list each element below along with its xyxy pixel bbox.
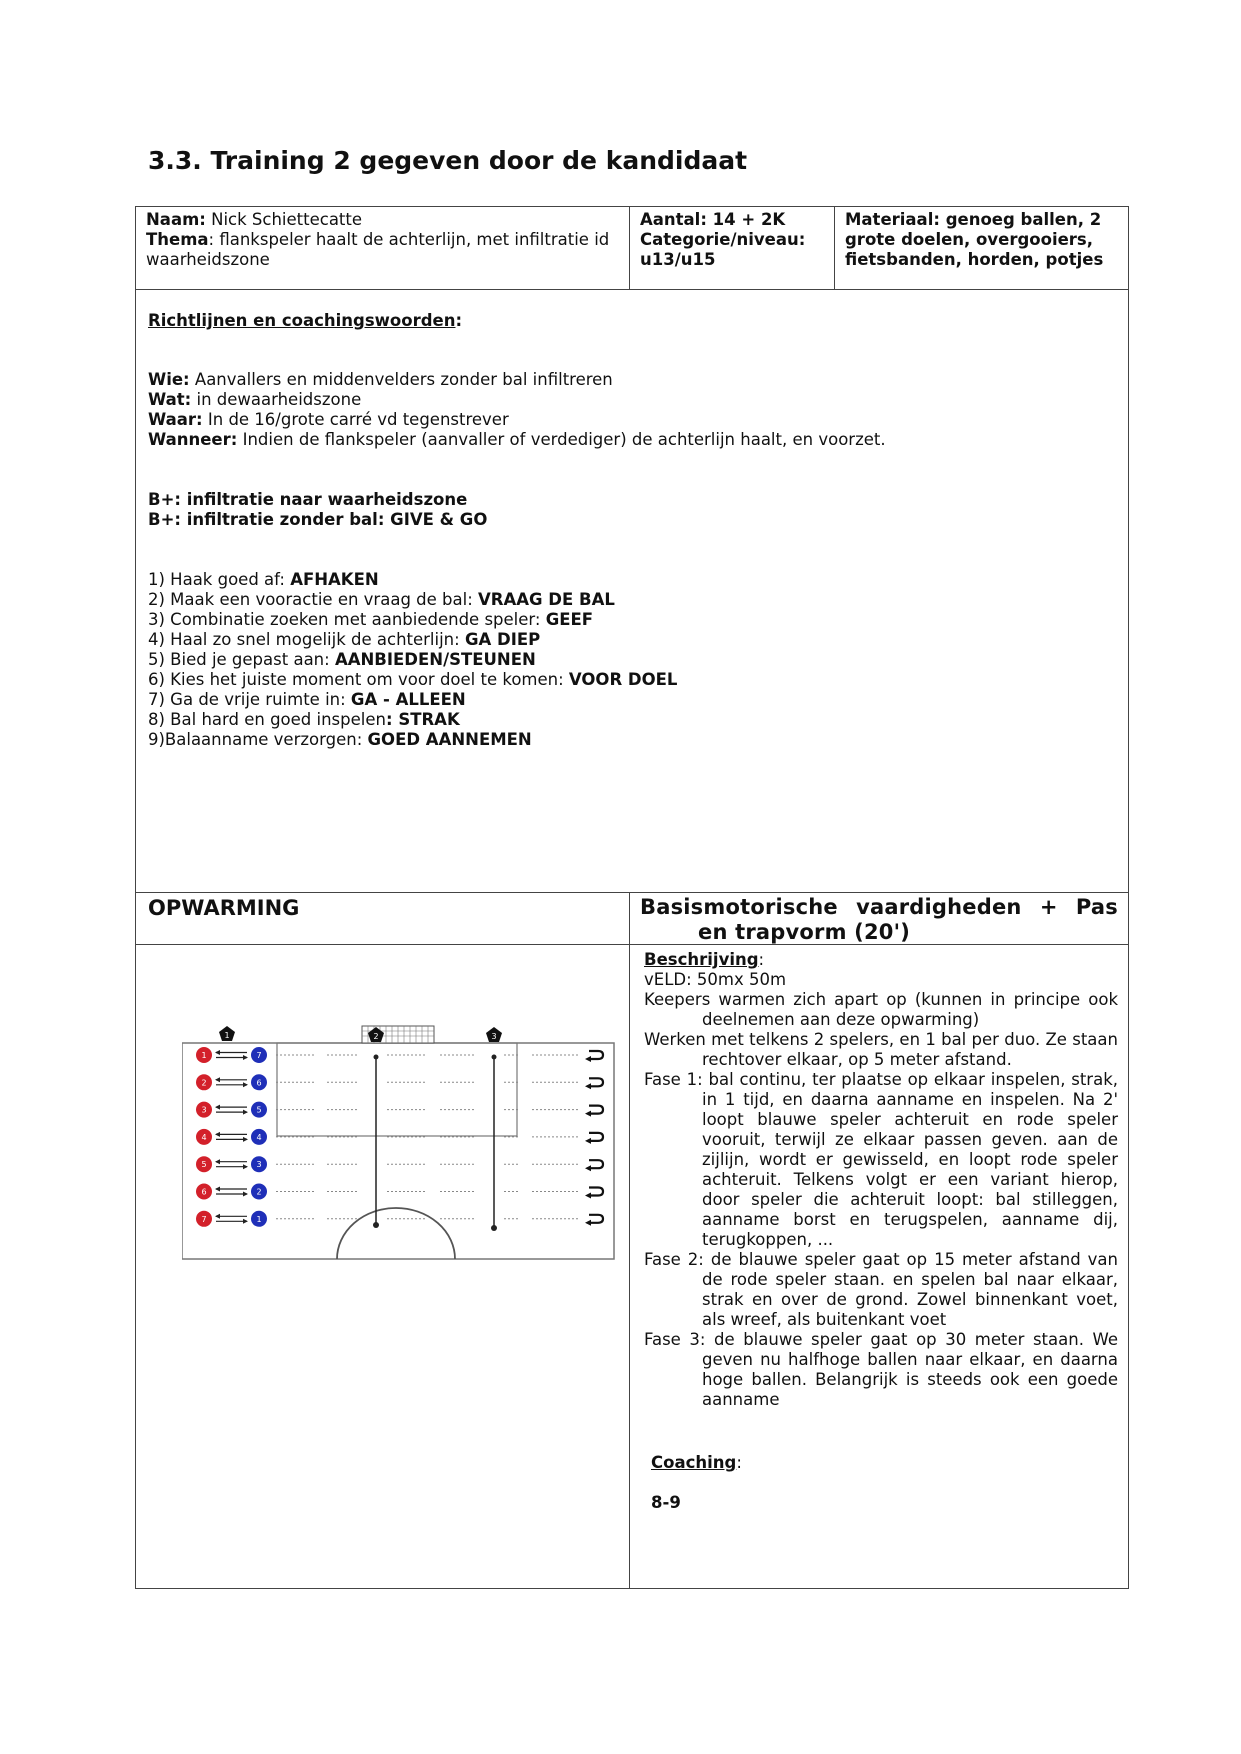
red-player-number: 1: [201, 1051, 207, 1060]
thema-value: : flankspeler haalt de achterlijn, met infiltratie id waarheidszone: [146, 230, 610, 269]
bplus-line-1: B+: infiltratie naar waarheidszone: [148, 490, 468, 509]
waar-line: Waar: In de 16/grote carré vd tegenstrever: [148, 410, 509, 429]
coaching-item: 6) Kies het juiste moment om voor doel te komen: VOOR DOEL: [148, 670, 678, 689]
coaching-item: 9)Balaanname verzorgen: GOED AANNEMEN: [148, 730, 532, 749]
aantal-text: Aantal: 14 + 2K: [640, 210, 786, 229]
red-player-number: 6: [201, 1187, 207, 1197]
field-diagram: [182, 1024, 616, 1260]
blue-player-number: 3: [256, 1160, 262, 1170]
categorie-text: Categorie/niveau: u13/u15: [640, 230, 806, 269]
veld-line: vELD: 50mx 50m: [644, 970, 787, 989]
materiaal-text: Materiaal: genoeg ballen, 2 grote doelen, overgooiers, fietsbanden, horden, potjes: [845, 210, 1104, 269]
richtlijnen-heading: Richtlijnen en coachingswoorden:: [148, 311, 463, 330]
svg-text:2: 2: [373, 1032, 379, 1041]
svg-text:3: 3: [491, 1032, 497, 1041]
coaching-item: 2) Maak een vooractie en vraag de bal: VRAAG DE BAL: [148, 590, 615, 609]
opwarming-title-cell: [629, 892, 1129, 945]
red-player-number: 7: [201, 1214, 207, 1224]
bplus-line-2: B+: infiltratie zonder bal: GIVE & GO: [148, 510, 488, 529]
coaching-value: 8-9: [651, 1493, 681, 1512]
naam-value: Nick Schiettecatte: [205, 210, 363, 229]
blue-player-number: 6: [256, 1078, 262, 1088]
wat-line: Wat: in dewaarheidszone: [148, 390, 362, 409]
marker-1: [219, 1026, 235, 1041]
header-materiaal-cell: [834, 206, 1129, 290]
wie-line: Wie: Aanvallers en middenvelders zonder bal infiltreren: [148, 370, 613, 389]
thema-label: Thema: [146, 230, 209, 249]
opwarming-label-cell: [135, 892, 630, 945]
wanneer-line: Wanneer: Indien de flankspeler (aanvaller of verdediger) de achterlijn haalt, en voorzet.: [148, 430, 886, 449]
beschrijving-heading: Beschrijving:: [644, 950, 765, 969]
red-player-number: 4: [201, 1132, 207, 1142]
desc-paragraph: Fase 3: de blauwe speler gaat op 30 meter staan. We geven nu halfhoge ballen naar elkaar, en daarna hoge ballen. Belangrijk is steeds ook een goede aanname: [644, 1330, 1118, 1409]
coaching-item: 8) Bal hard en goed inspelen: STRAK: [148, 710, 460, 729]
naam-label: Naam:: [146, 210, 206, 229]
blue-player-number: 4: [256, 1132, 262, 1142]
red-player-number: 5: [201, 1160, 207, 1170]
coaching-item: 3) Combinatie zoeken met aanbiedende speler: GEEF: [148, 610, 594, 629]
desc-paragraph: Keepers warmen zich apart op (kunnen in principe ook deelnemen aan deze opwarming): [644, 990, 1118, 1029]
desc-paragraph: Fase 2: de blauwe speler gaat op 15 meter afstand van de rode speler staan. en spelen bal naar elkaar, strak en over de grond. Zowel binnenkant voet, als wreef, als buitenkant voet: [644, 1250, 1118, 1329]
blue-player-number: 2: [256, 1187, 262, 1197]
coaching-item: 7) Ga de vrije ruimte in: GA - ALLEEN: [148, 690, 466, 709]
marker-3: [486, 1027, 502, 1042]
red-player-number: 2: [201, 1078, 207, 1088]
opwarming-title: Basismotorische vaardigheden + Pas en trapvorm (20'): [640, 895, 1118, 944]
blue-player-number: 7: [256, 1051, 262, 1060]
description: [644, 950, 1118, 1410]
coaching-item: 5) Bied je gepast aan: AANBIEDEN/STEUNEN: [148, 650, 536, 669]
coaching-item: 1) Haak goed af: AFHAKEN: [148, 570, 379, 589]
header-aantal-cell: [629, 206, 835, 290]
red-player-number: 3: [201, 1105, 207, 1115]
blue-player-number: 5: [256, 1105, 262, 1115]
desc-paragraph: Werken met telkens 2 spelers, en 1 bal per duo. Ze staan rechtover elkaar, op 5 meter afstand.: [644, 1030, 1118, 1069]
coaching-heading: Coaching:: [651, 1453, 742, 1472]
blue-player-number: 1: [256, 1214, 262, 1224]
svg-text:1: 1: [224, 1031, 230, 1040]
opwarming-label: OPWARMING: [148, 896, 300, 920]
coaching-item: 4) Haal zo snel mogelijk de achterlijn: GA DIEP: [148, 630, 541, 649]
header-naam-cell: [135, 206, 630, 290]
page-title: 3.3. Training 2 gegeven door de kandidaat: [148, 146, 748, 175]
desc-paragraph: Fase 1: bal continu, ter plaatse op elkaar inspelen, strak, in 1 tijd, en daarna aanname en inspelen. Na 2' loopt blauwe speler achteruit en rode speler vooruit, terwijl ze elkaar passen geven. aan de zijlijn, wordt er gewisseld, en loopt rode speler achteruit. Telkens volgt er een variant hierop, door speler die achteruit loopt: bal stilleggen, aanname borst en terugspelen, aanname dij, terugkoppen, ...: [644, 1070, 1118, 1249]
